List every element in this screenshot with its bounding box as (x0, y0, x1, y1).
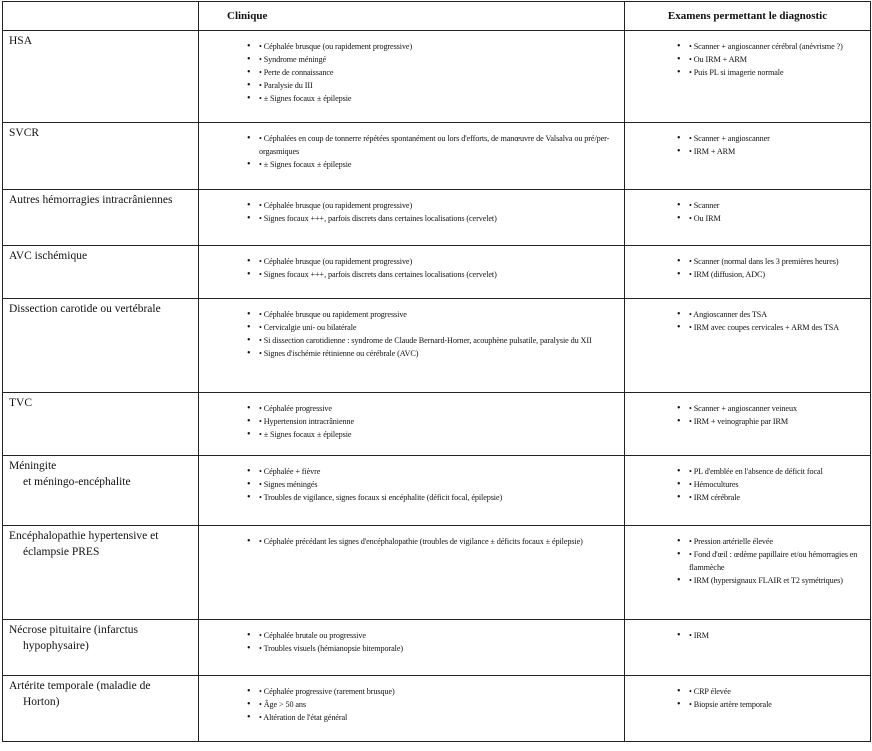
examen-item: • • IRM + ARM (631, 145, 864, 158)
clinique-item: • • Signes méningés (205, 478, 618, 491)
clinique-cell (199, 31, 625, 123)
bullet-list (205, 40, 618, 105)
examens-cell (625, 190, 871, 246)
examens-cell (625, 526, 871, 620)
clinique-item: • • Signes focaux +++, parfois discrets dans certaines localisations (cervelet) (205, 212, 618, 225)
bullet-list (631, 40, 864, 79)
bullet-list (205, 465, 618, 504)
clinique-item: • • Troubles de vigilance, signes focaux si encéphalite (déficit focal, épilepsie) (205, 491, 618, 504)
examen-item: • • Scanner + angioscanner cérébral (anévrisme ?) (631, 40, 864, 53)
table-row (3, 676, 871, 742)
clinique-cell (199, 620, 625, 676)
bullet-list (631, 465, 864, 504)
table-row (3, 123, 871, 190)
bullet-list (205, 685, 618, 724)
clinique-item: • • Hypertension intracrânienne (205, 415, 618, 428)
table-row (3, 456, 871, 526)
clinique-item: • • Syndrome méningé (205, 53, 618, 66)
condition-cell (3, 299, 199, 393)
bullet-list (631, 629, 864, 642)
examens-cell (625, 456, 871, 526)
examen-item: • • IRM + veinographie par IRM (631, 415, 864, 428)
condition-name: Méningite (9, 460, 57, 472)
examen-item: • • IRM (hypersignaux FLAIR et T2 symétriques) (631, 574, 864, 587)
condition-cell (3, 456, 199, 526)
diagnostic-table (2, 1, 871, 742)
clinique-cell (199, 246, 625, 299)
bullet-list (205, 535, 618, 548)
clinique-cell (199, 299, 625, 393)
clinique-item: • • Céphalée précédant les signes d'encéphalopathie (troubles de vigilance ± déficits focaux ± épilepsie) (205, 535, 618, 548)
clinique-item: • • Signes d'ischémie rétinienne ou cérébrale (AVC) (205, 347, 618, 360)
condition-cell (3, 31, 199, 123)
bullet-list (631, 535, 864, 587)
examen-item: • • IRM (631, 629, 864, 642)
condition-cell (3, 526, 199, 620)
condition-name: HSA (9, 35, 33, 47)
clinique-item: • • Signes focaux +++, parfois discrets dans certaines localisations (cervelet) (205, 268, 618, 281)
bullet-list (205, 199, 618, 225)
table-row (3, 31, 871, 123)
clinique-item: • • ± Signes focaux ± épilepsie (205, 428, 618, 441)
clinique-item: • • Céphalée brusque (ou rapidement progressive) (205, 199, 618, 212)
examens-cell (625, 676, 871, 742)
clinique-item: • • Altération de l'état général (205, 711, 618, 724)
examen-item: • • IRM (diffusion, ADC) (631, 268, 864, 281)
examens-cell (625, 393, 871, 456)
clinique-item: • • Céphalée progressive (rarement brusque) (205, 685, 618, 698)
examen-item: • • Scanner (631, 199, 864, 212)
clinique-cell (199, 526, 625, 620)
table-row (3, 620, 871, 676)
clinique-item: • • Paralysie du III (205, 79, 618, 92)
examen-item: • • Scanner (normal dans les 3 premières heures) (631, 255, 864, 268)
examen-item: • • IRM cérébrale (631, 491, 864, 504)
bullet-list (205, 629, 618, 655)
table-row (3, 299, 871, 393)
clinique-item: • • Céphalée brutale ou progressive (205, 629, 618, 642)
table-row (3, 526, 871, 620)
bullet-list (631, 402, 864, 428)
clinique-item: • • Troubles visuels (hémianopsie bitemporale) (205, 642, 618, 655)
condition-name: Autres hémorragies intracrâniennes (9, 194, 173, 206)
bullet-list (205, 402, 618, 441)
condition-name-continued: éclampsie PRES (23, 546, 100, 558)
examens-cell (625, 299, 871, 393)
examen-item: • • PL d'emblée en l'absence de déficit focal (631, 465, 864, 478)
clinique-cell (199, 456, 625, 526)
bullet-list (631, 255, 864, 281)
bullet-list (631, 132, 864, 158)
clinique-item: • • ± Signes focaux ± épilepsie (205, 92, 618, 105)
examen-item: • • Ou IRM + ARM (631, 53, 864, 66)
clinique-cell (199, 190, 625, 246)
clinique-item: • • Céphalée brusque (ou rapidement progressive) (205, 40, 618, 53)
bullet-list (631, 308, 864, 334)
table-row (3, 246, 871, 299)
condition-name-continued: et méningo-encéphalite (23, 476, 131, 488)
examen-item: • • Pression artérielle élevée (631, 535, 864, 548)
clinique-item: • • Céphalées en coup de tonnerre répétées spontanément ou lors d'efforts, de manœuvre de Valsalva ou pré/per-orgasmiques (205, 132, 618, 158)
condition-cell (3, 123, 199, 190)
examen-item: • • Biopsie artère temporale (631, 698, 864, 711)
header-row (3, 2, 871, 31)
examen-item: • • Fond d'œil : œdème papillaire et/ou hémorragies en flammèche (631, 548, 864, 574)
examens-cell (625, 31, 871, 123)
examen-item: • • IRM avec coupes cervicales + ARM des TSA (631, 321, 864, 334)
clinique-item: • • Si dissection carotidienne : syndrome de Claude Bernard-Horner, acouphène pulsatile, paralysie du XII (205, 334, 618, 347)
examen-item: • • Hémocultures (631, 478, 864, 491)
clinique-item: • • Céphalée brusque ou rapidement progressive (205, 308, 618, 321)
condition-name: SVCR (9, 127, 40, 139)
condition-cell (3, 620, 199, 676)
clinique-item: • • Céphalée progressive (205, 402, 618, 415)
clinique-item: • • ± Signes focaux ± épilepsie (205, 158, 618, 171)
condition-name: Encéphalopathie hypertensive et (9, 530, 159, 542)
clinique-item: • • Céphalée brusque (ou rapidement progressive) (205, 255, 618, 268)
condition-cell (3, 190, 199, 246)
examens-cell (625, 620, 871, 676)
clinique-item: • • Perte de connaissance (205, 66, 618, 79)
table-row (3, 393, 871, 456)
condition-cell (3, 676, 199, 742)
header-examens: Examens permettant le diagnostic (625, 2, 871, 31)
clinique-item: • • Âge > 50 ans (205, 698, 618, 711)
bullet-list (205, 308, 618, 360)
condition-name-continued: hypophysaire) (23, 640, 89, 652)
bullet-list (631, 685, 864, 711)
condition-name: Nécrose pituitaire (infarctus (9, 624, 138, 636)
clinique-item: • • Céphalée + fièvre (205, 465, 618, 478)
examens-cell (625, 246, 871, 299)
bullet-list (205, 255, 618, 281)
examens-cell (625, 123, 871, 190)
clinique-cell (199, 123, 625, 190)
condition-name: Dissection carotide ou vertébrale (9, 303, 161, 315)
condition-name: TVC (9, 397, 32, 409)
clinique-item: • • Cervicalgie uni- ou bilatérale (205, 321, 618, 334)
clinique-cell (199, 676, 625, 742)
clinique-cell (199, 393, 625, 456)
condition-name-continued: Horton) (23, 696, 60, 708)
examen-item: • • Ou IRM (631, 212, 864, 225)
header-clinique: Clinique (199, 2, 625, 31)
bullet-list (631, 199, 864, 225)
examen-item: • • Scanner + angioscanner (631, 132, 864, 145)
condition-name: Artérite temporale (maladie de (9, 680, 151, 692)
table-row (3, 190, 871, 246)
condition-cell (3, 393, 199, 456)
examen-item: • • Angioscanner des TSA (631, 308, 864, 321)
examen-item: • • CRP élevée (631, 685, 864, 698)
condition-cell (3, 246, 199, 299)
examen-item: • • Puis PL si imagerie normale (631, 66, 864, 79)
bullet-list (205, 132, 618, 171)
condition-name: AVC ischémique (9, 250, 88, 262)
header-empty (3, 2, 199, 31)
examen-item: • • Scanner + angioscanner veineux (631, 402, 864, 415)
